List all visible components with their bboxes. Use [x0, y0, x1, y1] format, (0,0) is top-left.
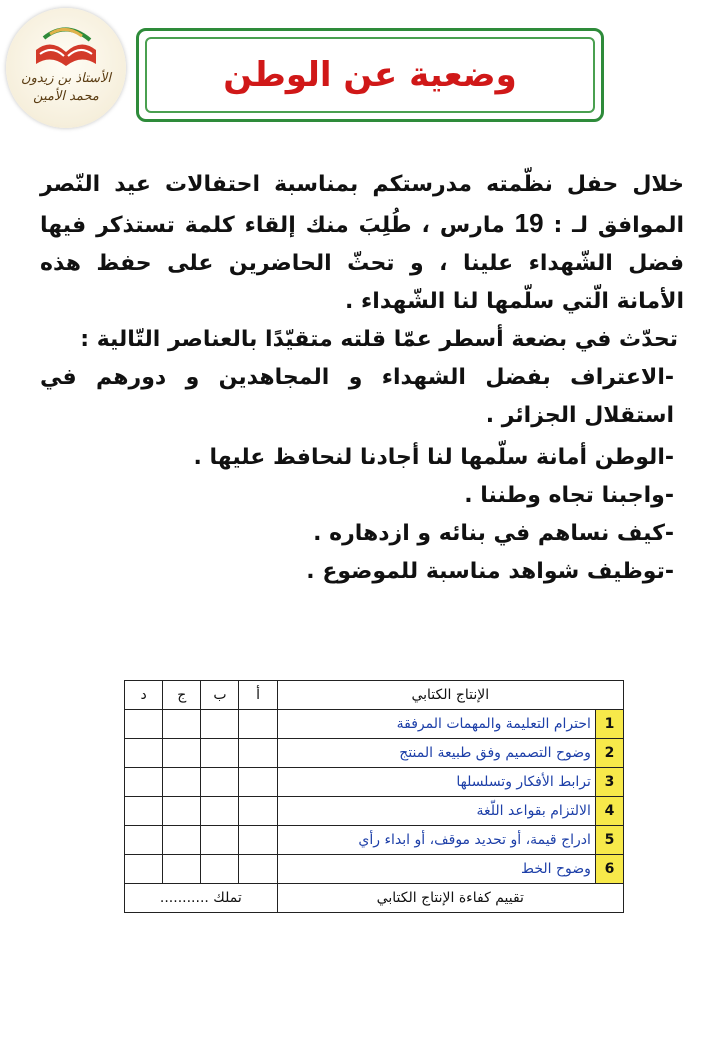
grade-cell[interactable] [201, 739, 239, 768]
grade-d-header: د [125, 681, 163, 710]
grade-cell[interactable] [239, 710, 277, 739]
situation-part2: مارس ، طُلِبَ منك إلقاء كلمة تستذكر فيها فضل الشّهداء علينا ، و تحثّ الحاضرين على حفظ هذه الأمانة الّتي سلّمها لنا الشّهداء . [40, 213, 684, 314]
table-row [125, 710, 624, 739]
grade-cell[interactable] [201, 855, 239, 884]
table-header-row [125, 681, 624, 710]
criterion-number: 3 [595, 768, 623, 797]
grade-cell[interactable] [239, 768, 277, 797]
criterion-number: 1 [595, 710, 623, 739]
competency-evaluation-label: تقييم كفاءة الإنتاج الكتابي [277, 884, 623, 913]
grade-a-header: أ [239, 681, 277, 710]
table-footer-row [125, 884, 624, 913]
table-row [125, 739, 624, 768]
grade-cell[interactable] [201, 768, 239, 797]
situation-date-number: 19 [514, 208, 544, 238]
criterion-text: وضوح التصميم وفق طبيعة المنتج [277, 739, 595, 768]
grade-cell[interactable] [125, 797, 163, 826]
criterion-text: الالتزام بقواعد اللّغة [277, 797, 595, 826]
book-icon [6, 8, 126, 128]
title-inner-frame [145, 37, 595, 113]
grade-cell[interactable] [239, 739, 277, 768]
list-item: -كيف نساهم في بنائه و ازدهاره . [313, 521, 674, 546]
list-item: -الاعتراف بفضل الشهداء و المجاهدين و دورهم في استقلال الجزائر . [40, 365, 674, 428]
grade-b-header: ب [201, 681, 239, 710]
grade-cell[interactable] [163, 797, 201, 826]
criterion-number: 5 [595, 826, 623, 855]
grade-cell[interactable] [163, 768, 201, 797]
list-item: -توظيف شواهد مناسبة للموضوع . [306, 559, 674, 584]
competency-score[interactable]: تملك ........... [125, 884, 278, 913]
list-item: -واجبنا تجاه وطننا . [464, 483, 674, 508]
criterion-text: ادراج قيمة، أو تحديد موقف، أو ابداء رأي [277, 826, 595, 855]
grade-cell[interactable] [125, 826, 163, 855]
task-instruction: تحدّث في بضعة أسطر عمّا قلته متقيّدًا بالعناصر التّالية : [80, 327, 678, 352]
grade-cell[interactable] [163, 710, 201, 739]
grade-cell[interactable] [163, 739, 201, 768]
header-title: الإنتاج الكتابي [277, 681, 623, 710]
grade-cell[interactable] [201, 797, 239, 826]
elements-list [40, 359, 684, 591]
table-row [125, 826, 624, 855]
rubric-table [124, 680, 624, 913]
situation-paragraph [40, 166, 684, 321]
grade-cell[interactable] [239, 855, 277, 884]
grade-cell[interactable] [163, 855, 201, 884]
grade-cell[interactable] [201, 710, 239, 739]
situation-part1: خلال حفل نظّمته مدرستكم بمناسبة احتفالات عيد النّصر الموافق لـ : [40, 172, 684, 238]
grade-cell[interactable] [201, 826, 239, 855]
criterion-text: وضوح الخط [277, 855, 595, 884]
author-logo [6, 8, 126, 128]
list-item: -الوطن أمانة سلّمها لنا أجادنا لنحافظ عليها . [193, 445, 674, 470]
table-row [125, 768, 624, 797]
grade-cell[interactable] [125, 710, 163, 739]
table-row [125, 855, 624, 884]
grade-c-header: ج [163, 681, 201, 710]
situation-body [40, 166, 684, 591]
grade-cell[interactable] [239, 797, 277, 826]
grade-cell[interactable] [163, 826, 201, 855]
criterion-number: 6 [595, 855, 623, 884]
grade-cell[interactable] [125, 739, 163, 768]
criterion-text: ترابط الأفكار وتسلسلها [277, 768, 595, 797]
criterion-number: 2 [595, 739, 623, 768]
grade-cell[interactable] [125, 855, 163, 884]
title-frame [136, 28, 604, 122]
grade-cell[interactable] [125, 768, 163, 797]
criterion-number: 4 [595, 797, 623, 826]
grade-cell[interactable] [239, 826, 277, 855]
table-row [125, 797, 624, 826]
criterion-text: احترام التعليمة والمهمات المرفقة [277, 710, 595, 739]
page-title: وضعية عن الوطن [223, 55, 517, 95]
logo-signature: الأستاذ بن زيدون محمد الأمين [21, 71, 111, 104]
